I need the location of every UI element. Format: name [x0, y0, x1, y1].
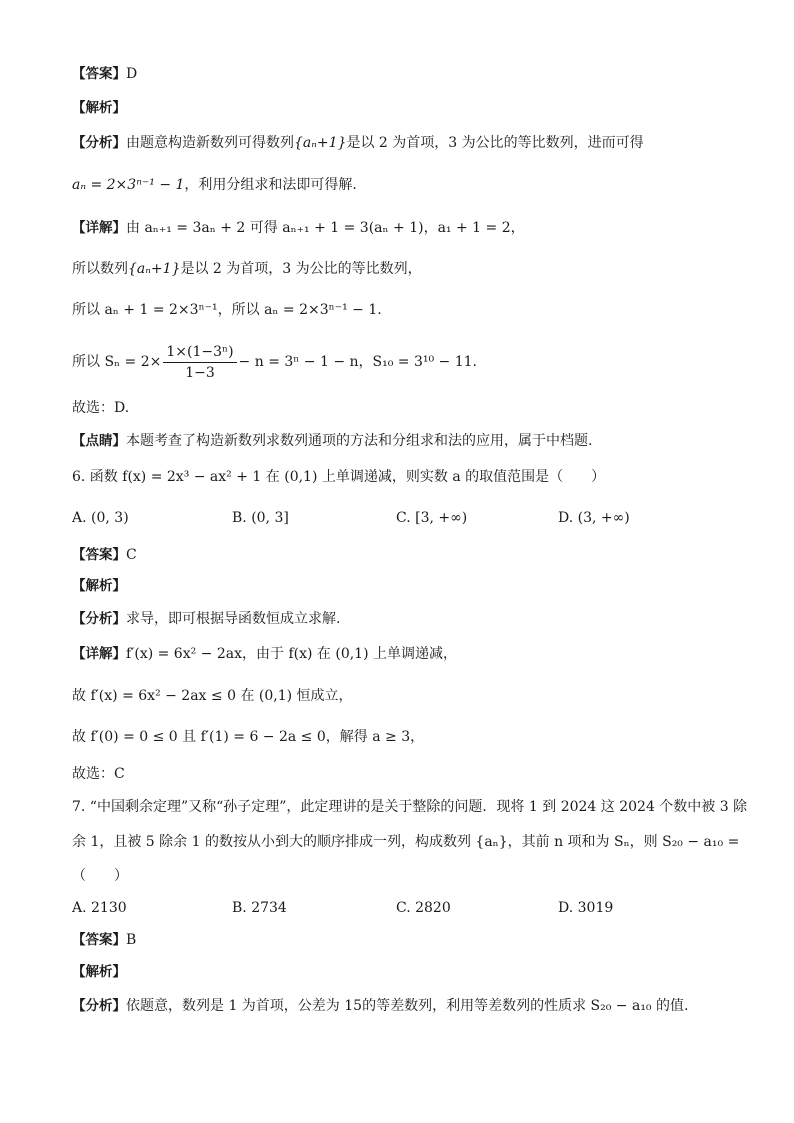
- q6-choose: 故选：C: [72, 766, 125, 782]
- q5-analysis-tag: 【解析】: [72, 100, 126, 116]
- detail-head: 【详解】: [72, 646, 126, 662]
- math-expression: {aₙ+1}: [128, 261, 181, 277]
- answer-value: B: [126, 932, 137, 948]
- q5-comment-line: [72, 431, 734, 451]
- q7-analysis-tag: 【解析】: [72, 964, 126, 980]
- analysis-text: 由题意构造新数列可得数列: [126, 135, 294, 151]
- comment-text: 本题考查了构造新数列求数列通项的方法和分组求和法的应用，属于中档题.: [126, 433, 593, 449]
- q7-option-b: B. 2734: [232, 900, 287, 916]
- q5-detail-line2: [72, 259, 734, 279]
- q6-answer-line: [72, 545, 734, 565]
- detail-head: 【详解】: [72, 220, 126, 236]
- q6-option-a: A. (0, 3): [72, 510, 129, 526]
- q6-analysis-line: [72, 609, 734, 629]
- answer-value: C: [126, 547, 137, 563]
- detail-text: 所以数列: [72, 261, 128, 277]
- q7-option-a: A. 2130: [72, 900, 127, 916]
- q7-option-c: C. 2820: [396, 900, 451, 916]
- detail-text: 是以 2 为首项，3 为公比的等比数列，: [180, 261, 422, 277]
- fraction-denominator: 1−3: [185, 364, 215, 381]
- detail-text: 由 aₙ₊₁ = 3aₙ + 2 可得 aₙ₊₁ + 1 = 3(aₙ + 1)，a₁ + 1 = 2，: [126, 220, 525, 236]
- answer-tag: 【答案】: [72, 66, 126, 82]
- detail-text: f′(x) = 6x² − 2ax，由于 f(x) 在 (0,1) 上单调递减，: [126, 646, 457, 662]
- detail-text: 所以 Sₙ = 2×: [72, 354, 162, 370]
- q7-stem-line1: 7. “中国剩余定理”又称“孙子定理”，此定理讲的是关于整除的问题．现将 1 到 2024 这 2024 个数中被 3 除: [72, 799, 748, 815]
- fraction: [163, 343, 236, 382]
- q6-detail-line1: [72, 644, 734, 664]
- answer-value: D: [126, 66, 138, 82]
- detail-text: − n = 3ⁿ − 1 − n，S₁₀ = 3¹⁰ − 11.: [238, 354, 477, 370]
- q6-stem: 6. 函数 f(x) = 2x³ − ax² + 1 在 (0,1) 上单调递减，则实数 a 的取值范围是（ ）: [72, 469, 606, 485]
- q7-stem-line2: 余 1，且被 5 除余 1 的数按从小到大的顺序排成一列，构成数列 {aₙ}，其前 n 项和为 Sₙ，则 S₂₀ − a₁₀ =: [72, 834, 740, 850]
- q7-stem-line3: （ ）: [72, 868, 128, 884]
- q6-detail-line3: 故 f′(0) = 0 ≤ 0 且 f′(1) = 6 − 2a ≤ 0，解得 a ≥ 3，: [72, 729, 425, 745]
- q7-option-d: D. 3019: [558, 900, 614, 916]
- q5-choose: 故选：D.: [72, 400, 130, 416]
- q7-analysis-line: [72, 996, 734, 1016]
- q6-detail-line2: 故 f′(x) = 6x² − 2ax ≤ 0 在 (0,1) 恒成立，: [72, 688, 353, 704]
- analysis-head: 【分析】: [72, 611, 126, 627]
- answer-tag: 【答案】: [72, 547, 126, 563]
- math-expression: aₙ = 2×3ⁿ⁻¹ − 1: [72, 177, 185, 193]
- q5-answer-line: [72, 64, 734, 84]
- q6-analysis-tag: 【解析】: [72, 578, 126, 594]
- analysis-text: ，利用分组求和法即可得解.: [184, 177, 357, 193]
- q5-analysis-line1: [72, 133, 734, 153]
- fraction-numerator: 1×(1−3ⁿ): [163, 343, 236, 363]
- q6-option-d: D. (3, +∞): [558, 510, 630, 526]
- q6-option-b: B. (0, 3]: [232, 510, 289, 526]
- comment-head: 【点睛】: [72, 433, 126, 449]
- q5-detail-line1: [72, 218, 734, 238]
- q5-detail-line4: [72, 340, 734, 384]
- analysis-head: 【分析】: [72, 135, 126, 151]
- analysis-text: 求导，即可根据导函数恒成立求解.: [126, 611, 341, 627]
- q5-detail-line3: 所以 aₙ + 1 = 2×3ⁿ⁻¹，所以 aₙ = 2×3ⁿ⁻¹ − 1.: [72, 302, 382, 318]
- analysis-head: 【分析】: [72, 998, 126, 1014]
- q7-answer-line: [72, 930, 734, 950]
- math-expression: {aₙ+1}: [294, 135, 347, 151]
- answer-tag: 【答案】: [72, 932, 126, 948]
- analysis-text: 依题意，数列是 1 为首项，公差为 15的等差数列，利用等差数列的性质求 S₂₀ − a₁₀ 的值.: [126, 998, 689, 1014]
- q5-analysis-line2: [72, 175, 734, 195]
- q6-option-c: C. [3, +∞): [396, 510, 468, 526]
- analysis-text: 是以 2 为首项，3 为公比的等比数列，进而可得: [346, 135, 644, 151]
